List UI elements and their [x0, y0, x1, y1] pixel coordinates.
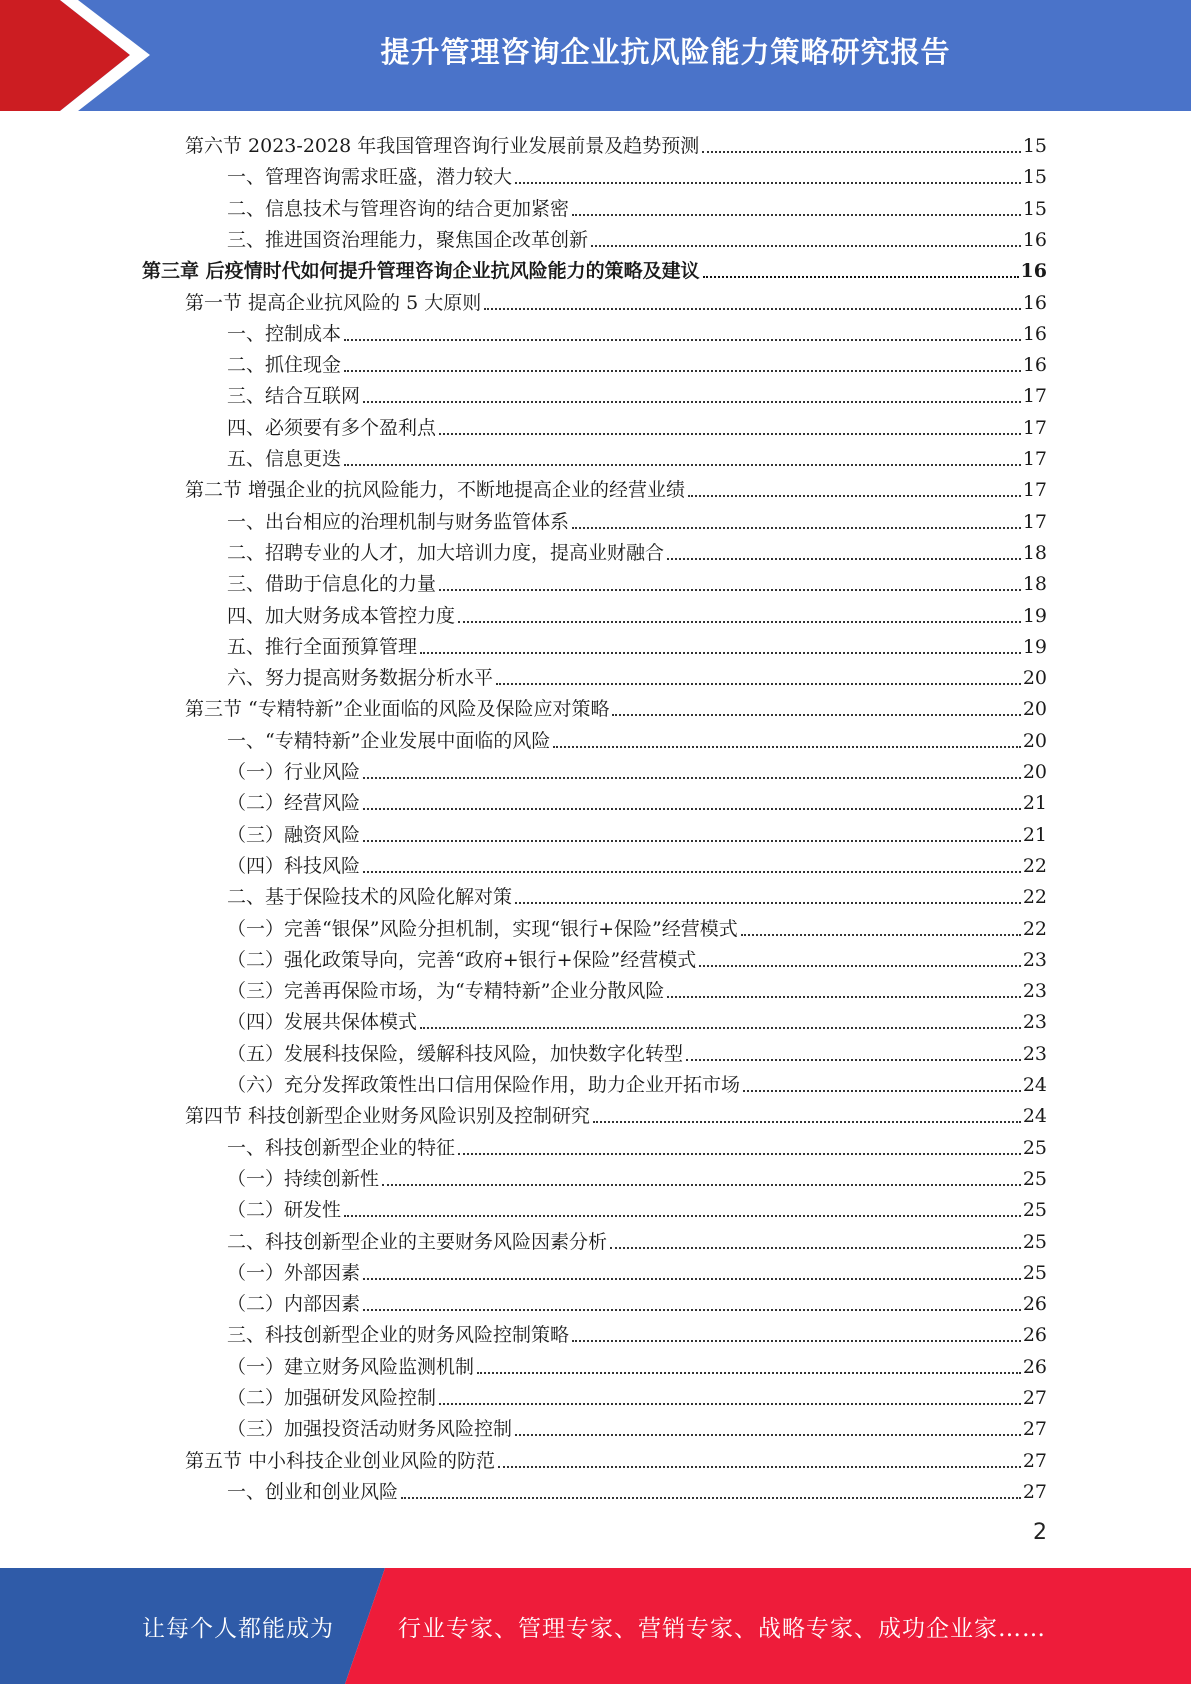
toc-entry-page: 15: [1022, 197, 1047, 220]
toc-entry-title: 一、出台相应的治理机制与财务监管体系: [227, 510, 570, 533]
toc-entry-page: 21: [1022, 823, 1047, 846]
toc-entry[interactable]: [227, 1223, 1047, 1254]
toc-entry-page: 22: [1022, 854, 1047, 877]
toc-entry-title: 二、信息技术与管理咨询的结合更加紧密: [227, 197, 570, 220]
toc-entry-page: 17: [1022, 385, 1047, 408]
toc-entry-title: 五、推行全面预算管理: [227, 635, 418, 658]
toc-entry-page: 22: [1022, 917, 1047, 940]
toc-entry-title: 第二节 增强企业的抗风险能力，不断地提高企业的经营业绩: [185, 479, 686, 502]
toc-entry[interactable]: [227, 1379, 1047, 1410]
toc-dot-leader: [593, 1121, 1021, 1123]
toc-entry-page: 16: [1020, 260, 1047, 283]
toc-entry-title: （一）外部因素: [227, 1261, 361, 1284]
toc-dot-leader: [439, 589, 1021, 591]
toc-entry[interactable]: [227, 221, 1047, 252]
toc-entry[interactable]: [227, 1473, 1047, 1504]
toc-entry[interactable]: [227, 597, 1047, 628]
toc-entry-title: 一、创业和创业风险: [227, 1480, 399, 1503]
toc-dot-leader: [363, 1309, 1021, 1311]
toc-entry[interactable]: [227, 816, 1047, 847]
toc-dot-leader: [515, 1434, 1021, 1436]
toc-entry-title: （二）研发性: [227, 1199, 342, 1222]
toc-entry[interactable]: [227, 972, 1047, 1003]
toc-dot-leader: [699, 965, 1021, 967]
toc-entry-page: 23: [1022, 1011, 1047, 1034]
toc-entry-page: 18: [1022, 573, 1047, 596]
toc-dot-leader: [363, 840, 1021, 842]
toc-dot-leader: [363, 401, 1021, 403]
toc-entry[interactable]: [227, 158, 1047, 189]
toc-entry-title: （二）加强研发风险控制: [227, 1387, 437, 1409]
toc-dot-leader: [515, 902, 1021, 904]
toc-entry[interactable]: [185, 127, 1047, 158]
toc-entry-page: 26: [1022, 1324, 1047, 1347]
toc-entry-title: 一、科技创新型企业的特征: [227, 1136, 456, 1159]
toc-dot-leader: [686, 1059, 1021, 1061]
toc-entry[interactable]: [185, 690, 1047, 721]
toc-entry[interactable]: [227, 377, 1047, 408]
toc-entry[interactable]: [227, 565, 1047, 596]
toc-entry-title: 二、科技创新型企业的主要财务风险因素分析: [227, 1230, 608, 1253]
toc-entry-page: 27: [1022, 1418, 1047, 1441]
toc-entry[interactable]: [227, 1254, 1047, 1285]
toc-entry-title: 三、借助于信息化的力量: [227, 573, 437, 596]
toc-entry[interactable]: [227, 722, 1047, 753]
toc-entry-page: 20: [1022, 729, 1047, 752]
toc-entry-page: 16: [1022, 228, 1047, 251]
toc-entry[interactable]: [227, 784, 1047, 815]
toc-entry[interactable]: [227, 1035, 1047, 1066]
toc-entry-title: （五）发展科技保险，缓解科技风险，加快数字化转型: [227, 1042, 684, 1065]
toc-entry-page: 25: [1022, 1261, 1047, 1284]
toc-dot-leader: [515, 182, 1021, 184]
toc-entry[interactable]: [227, 910, 1047, 941]
toc-dot-leader: [344, 464, 1021, 466]
toc-dot-leader: [572, 1340, 1021, 1342]
toc-entry-title: （一）完善“银保”风险分担机制，实现“银行+保险”经营模式: [227, 917, 738, 940]
toc-entry-title: 第五节 中小科技企业创业风险的防范: [185, 1449, 496, 1472]
toc-entry[interactable]: [227, 1410, 1047, 1441]
toc-entry-page: 20: [1022, 698, 1047, 721]
toc-dot-leader: [382, 1184, 1021, 1186]
toc-entry-page: 15: [1022, 166, 1047, 189]
toc-entry-title: （二）强化政策导向，完善“政府+银行+保险”经营模式: [227, 948, 697, 971]
toc-entry-title: 二、抓住现金: [227, 354, 342, 377]
toc-entry[interactable]: [227, 534, 1047, 565]
toc-entry[interactable]: [227, 503, 1047, 534]
toc-dot-leader: [363, 871, 1021, 873]
toc-entry-title: （三）融资风险: [227, 823, 361, 846]
toc-entry-title: 一、控制成本: [227, 322, 342, 345]
toc-dot-leader: [743, 1090, 1021, 1092]
toc-dot-leader: [363, 1278, 1021, 1280]
toc-entry[interactable]: [185, 1442, 1047, 1473]
toc-entry-page: 22: [1022, 886, 1047, 909]
toc-entry[interactable]: [227, 878, 1047, 909]
toc-entry[interactable]: [227, 1348, 1047, 1379]
toc-entry-title: 二、基于保险技术的风险化解对策: [227, 886, 513, 909]
toc-entry-page: 24: [1022, 1105, 1047, 1128]
toc-entry-title: 三、推进国资治理能力，聚焦国企改革创新: [227, 228, 589, 251]
page-footer: [0, 1568, 1191, 1684]
toc-entry[interactable]: [185, 1097, 1047, 1128]
toc-dot-leader: [363, 808, 1021, 810]
toc-dot-leader: [477, 1372, 1021, 1374]
toc-entry-title: （一）持续创新性: [227, 1167, 380, 1190]
toc-dot-leader: [498, 1466, 1021, 1468]
toc-dot-leader: [612, 714, 1020, 716]
toc-entry-title: 二、招聘专业的人才，加大培训力度，提高业财融合: [227, 541, 665, 564]
toc-entry[interactable]: [227, 409, 1047, 440]
toc-dot-leader: [420, 1027, 1021, 1029]
toc-entry[interactable]: [227, 628, 1047, 659]
toc-entry-title: 五、信息更迭: [227, 448, 342, 470]
toc-entry-title: 第六节 2023-2028 年我国管理咨询行业发展前景及趋势预测: [185, 135, 700, 157]
toc-entry-title: 第四节 科技创新型企业财务风险识别及控制研究: [185, 1105, 591, 1128]
toc-dot-leader: [702, 151, 1021, 153]
toc-entry[interactable]: [227, 847, 1047, 878]
toc-entry[interactable]: [227, 1191, 1047, 1222]
toc-entry-page: 15: [1022, 135, 1047, 157]
toc-dot-leader: [439, 433, 1021, 435]
toc-entry[interactable]: [227, 315, 1047, 346]
toc-dot-leader: [439, 1403, 1021, 1405]
toc-entry-title: 第三章 后疫情时代如何提升管理咨询企业抗风险能力的策略及建议: [142, 260, 700, 283]
toc-dot-leader: [667, 996, 1020, 998]
footer-slogan-left: 让每个人都能成为: [142, 1615, 334, 1642]
toc-entry-page: 26: [1022, 1355, 1047, 1378]
toc-entry-title: （四）科技风险: [227, 854, 361, 877]
toc-entry-page: 27: [1022, 1480, 1047, 1503]
toc-entry-page: 17: [1022, 448, 1047, 470]
toc-entry[interactable]: [227, 190, 1047, 221]
toc-entry[interactable]: [227, 1316, 1047, 1347]
toc-entry-title: （二）经营风险: [227, 792, 361, 815]
toc-entry-page: 25: [1022, 1230, 1047, 1253]
toc-entry-page: 24: [1022, 1074, 1047, 1096]
toc-dot-leader: [688, 495, 1021, 497]
toc-entry-title: 一、管理咨询需求旺盛，潜力较大: [227, 166, 513, 189]
toc-entry-page: 21: [1022, 792, 1047, 815]
toc-entry-title: （一）行业风险: [227, 761, 361, 783]
toc-entry[interactable]: [227, 1129, 1047, 1160]
toc-entry-page: 17: [1022, 510, 1047, 533]
toc-entry-page: 17: [1022, 416, 1047, 439]
toc-entry-page: 18: [1022, 541, 1047, 564]
toc-entry[interactable]: [227, 440, 1047, 471]
toc-entry-title: 六、努力提高财务数据分析水平: [227, 667, 494, 690]
toc-entry[interactable]: [227, 346, 1047, 377]
toc-entry[interactable]: [227, 941, 1047, 972]
toc-entry[interactable]: [227, 659, 1047, 690]
toc-entry-page: 19: [1022, 604, 1047, 627]
toc-entry-title: （一）建立财务风险监测机制: [227, 1355, 475, 1378]
toc-entry[interactable]: [227, 1285, 1047, 1316]
toc-entry-page: 23: [1022, 980, 1047, 1003]
toc-dot-leader: [496, 683, 1021, 685]
toc-entry-page: 27: [1022, 1449, 1047, 1472]
toc-entry-page: 26: [1022, 1293, 1047, 1316]
toc-entry-title: 一、“专精特新”企业发展中面临的风险: [227, 729, 551, 752]
footer-slogan-right: 行业专家、管理专家、营销专家、战略专家、成功企业家……: [398, 1615, 1046, 1642]
toc-dot-leader: [344, 370, 1021, 372]
toc-entry[interactable]: [227, 1066, 1047, 1097]
toc-entry-title: （六）充分发挥政策性出口信用保险作用，助力企业开拓市场: [227, 1074, 741, 1096]
toc-entry-page: 19: [1022, 635, 1047, 658]
toc-entry-title: 四、加大财务成本管控力度: [227, 604, 456, 627]
toc-dot-leader: [741, 934, 1021, 936]
toc-entry-page: 16: [1022, 354, 1047, 377]
toc-dot-leader: [458, 621, 1021, 623]
toc-entry-page: 20: [1022, 761, 1047, 783]
toc-dot-leader: [572, 214, 1021, 216]
toc-entry-title: （二）内部因素: [227, 1293, 361, 1316]
toc-entry-title: 第一节 提高企业抗风险的 5 大原则: [185, 291, 482, 314]
toc-dot-leader: [484, 308, 1021, 310]
toc-entry[interactable]: [142, 252, 1047, 283]
toc-entry[interactable]: [227, 1003, 1047, 1034]
toc-entry-page: 25: [1022, 1136, 1047, 1159]
toc-dot-leader: [667, 558, 1021, 560]
toc-entry-page: 16: [1022, 322, 1047, 345]
report-title: 提升管理咨询企业抗风险能力策略研究报告: [380, 34, 951, 69]
toc-entry[interactable]: [227, 1160, 1047, 1191]
page-number: 2: [1033, 1520, 1047, 1545]
toc-entry[interactable]: [227, 753, 1047, 784]
toc-dot-leader: [591, 245, 1021, 247]
toc-dot-leader: [553, 746, 1020, 748]
page-header: [0, 0, 1191, 111]
toc-entry[interactable]: [185, 471, 1047, 502]
toc-entry-page: 16: [1022, 291, 1047, 314]
toc-dot-leader: [344, 1215, 1021, 1217]
toc-entry-title: 第三节 “专精特新”企业面临的风险及保险应对策略: [185, 698, 610, 721]
toc-dot-leader: [703, 276, 1019, 278]
toc-dot-leader: [610, 1247, 1021, 1249]
toc-entry-title: （三）完善再保险市场，为“专精特新”企业分散风险: [227, 980, 665, 1003]
toc-entry-page: 17: [1022, 479, 1047, 502]
toc-dot-leader: [363, 777, 1021, 779]
toc-dot-leader: [458, 1153, 1021, 1155]
toc-entry-page: 25: [1022, 1167, 1047, 1190]
toc-entry-title: （四）发展共保体模式: [227, 1011, 418, 1034]
toc-entry-page: 27: [1022, 1387, 1047, 1409]
toc-entry-title: 四、必须要有多个盈利点: [227, 416, 437, 439]
toc-entry-title: （三）加强投资活动财务风险控制: [227, 1418, 513, 1441]
toc-dot-leader: [344, 339, 1021, 341]
toc-dot-leader: [572, 527, 1021, 529]
toc-entry-page: 25: [1022, 1199, 1047, 1222]
toc-entry-page: 23: [1022, 1042, 1047, 1065]
toc-dot-leader: [420, 652, 1021, 654]
toc-entry-page: 23: [1022, 948, 1047, 971]
toc-entry-title: 三、科技创新型企业的财务风险控制策略: [227, 1324, 570, 1347]
toc-entry-title: 三、结合互联网: [227, 385, 361, 408]
toc-dot-leader: [401, 1497, 1021, 1499]
toc-entry-page: 20: [1022, 667, 1047, 690]
toc-entry[interactable]: [185, 284, 1047, 315]
